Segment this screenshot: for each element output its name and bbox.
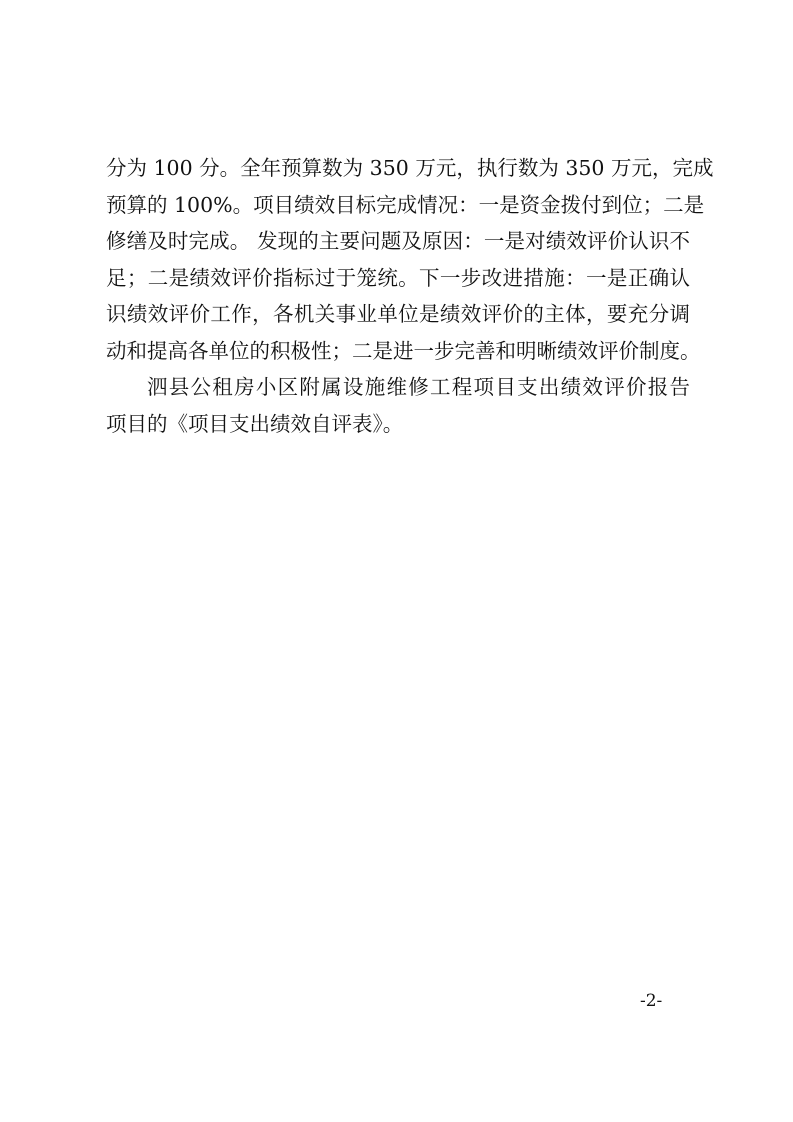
page-number: -2- (640, 991, 663, 1011)
text-line: 修缮及时完成。 发现的主要问题及原因：一是对绩效评价认识不 (106, 229, 690, 253)
paragraph-self-evaluation-form (106, 369, 690, 442)
text-line: 足；二是绩效评价指标过于笼统。下一步改进措施：一是正确认 (106, 265, 690, 290)
text-line: 分为 100 分。全年预算数为 350 万元，执行数为 350 万元，完成 (106, 156, 714, 180)
text-line: 动和提高各单位的积极性；二是进一步完善和明晰绩效评价制度。 (106, 338, 701, 363)
text-line: 泗县公租房小区附属设施维修工程项目支出绩效评价报告 (147, 375, 690, 399)
text-line: 识绩效评价工作，各机关事业单位是绩效评价的主体，要充分调 (106, 302, 690, 326)
text-line: 预算的 100%。项目绩效目标完成情况：一是资金拨付到位；二是 (106, 192, 705, 217)
paragraph-budget-summary (106, 150, 714, 369)
text-line: 项目的《项目支出绩效自评表》。 (106, 411, 404, 436)
document-body (106, 150, 714, 442)
